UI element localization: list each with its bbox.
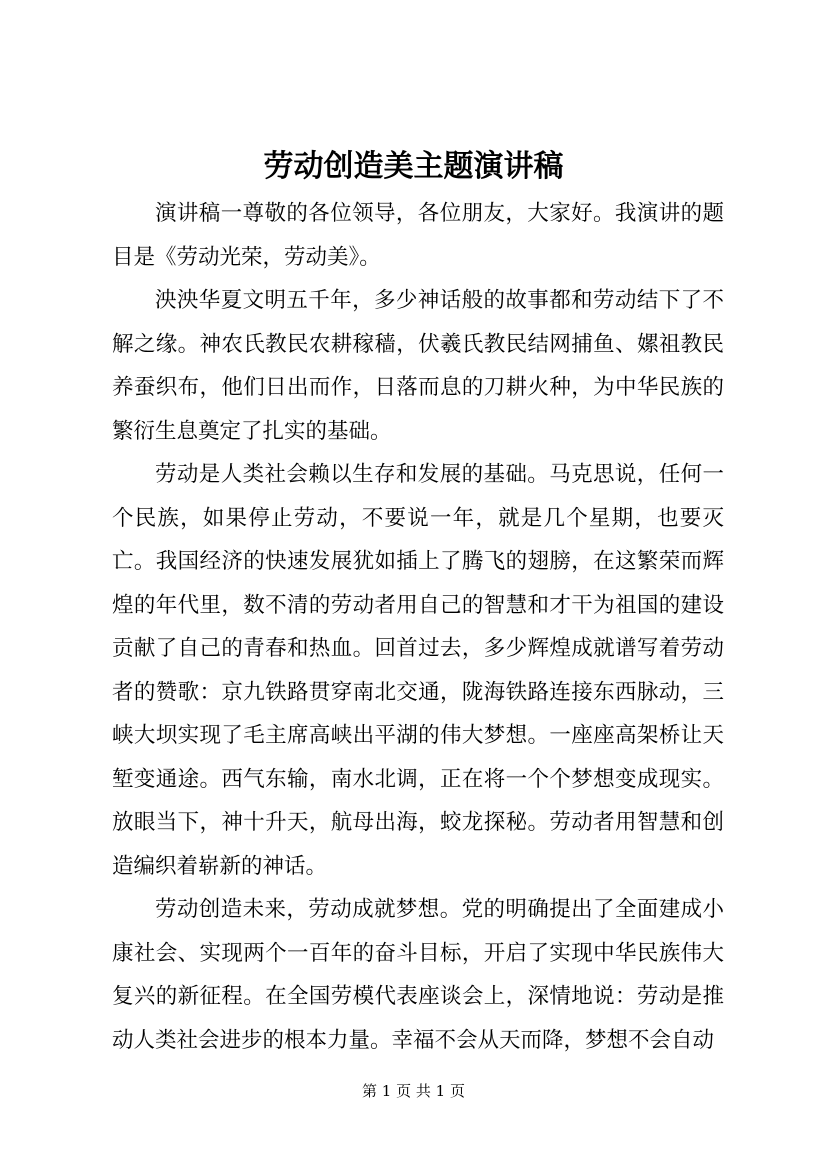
paragraph: 劳动创造未来，劳动成就梦想。党的明确提出了全面建成小康社会、实现两个一百年的奋斗目标，开启了实现中华民族伟大复兴的新征程。在全国劳模代表座谈会上，深情地说：劳动是推动人类社会进步的根本力量。幸福不会从天而降，梦想不会自动 bbox=[112, 897, 724, 1053]
document-body bbox=[112, 192, 724, 1062]
paragraph: 演讲稿一尊敬的各位领导，各位朋友，大家好。我演讲的题目是《劳动光荣，劳动美》。 bbox=[112, 201, 724, 270]
document-title: 劳动创造美主题演讲稿 bbox=[263, 149, 564, 184]
paragraph: 泱泱华夏文明五千年，多少神话般的故事都和劳动结下了不解之缘。神农氏教民农耕稼穑，伏羲氏教民结网捕鱼、嫘祖教民养蚕织布，他们日出而作，日落而息的刀耕火种，为中华民族的繁衍生息奠定了扎实的基础。 bbox=[112, 288, 724, 444]
paragraph: 劳动是人类社会赖以生存和发展的基础。马克思说，任何一个民族，如果停止劳动，不要说一年，就是几个星期，也要灭亡。我国经济的快速发展犹如插上了腾飞的翅膀，在这繁荣而辉煌的年代里，数不清的劳动者用自己的智慧和才干为祖国的建设贡献了自己的青春和热血。回首过去，多少辉煌成就谱写着劳动者的赞歌：京九铁路贯穿南北交通，陇海铁路连接东西脉动，三峡大坝实现了毛主席高峡出平湖的伟大梦想。一座座高架桥让天堑变通途。西气东输，南水北调，正在将一个个梦想变成现实。放眼当下，神十升天，航母出海，蛟龙探秘。劳动者用智慧和创造编织着崭新的神话。 bbox=[112, 462, 724, 879]
page-footer: 第 1 页 共 1 页 bbox=[362, 1082, 465, 1100]
